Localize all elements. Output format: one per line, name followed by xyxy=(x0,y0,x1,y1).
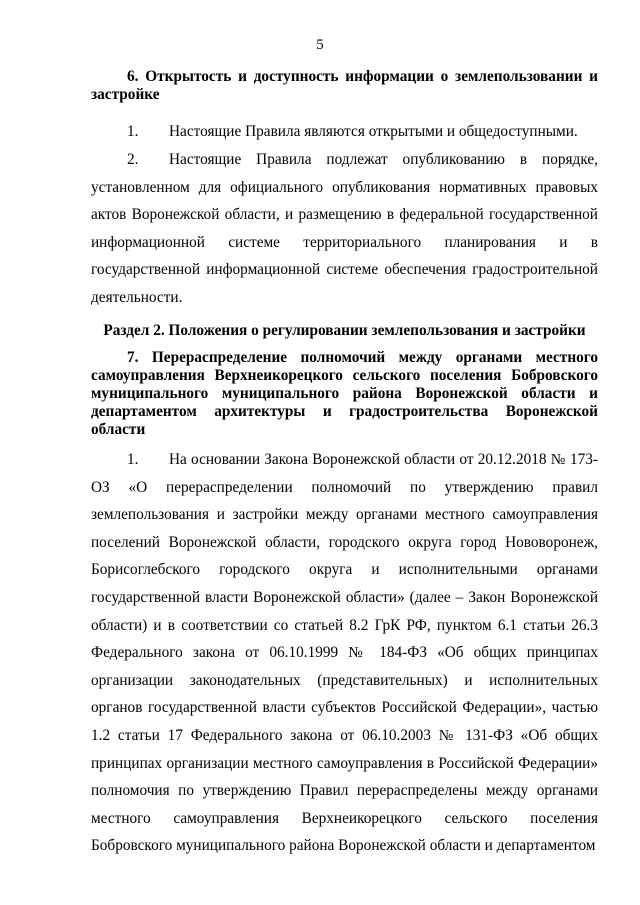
article-7-paragraph-1 xyxy=(91,446,598,860)
article-6-paragraph-2 xyxy=(91,146,598,312)
article-7-paragraph-1-text: На основании Закона Воронежской области от 20.12.2018 № 173-ОЗ «О перераспределении полномочий по утверждению правил землепользования и застройки между органами местного самоуправления поселений Воронежской области, городского округа город Нововоронеж, Борисоглебского городского округа и исполнительными органами государственной власти Воронежской области» (далее – Закон Воронежской области) и в соответствии со статьей 8.2 ГрК РФ, пунктом 6.1 статьи 26.3 Федерального закона от 06.10.1999 № 184-ФЗ «Об общих принципах организации законодательных (представительных) и исполнительных органов государственной власти субъектов Российской Федерации», частью 1.2 статьи 17 Федерального закона от 06.10.2003 № 131-ФЗ «Об общих принципах организации местного самоуправления в Российской Федерации» полномочия по утверждению Правил перераспределены между органами местного самоуправления Верхнеикорецкого сельского поселения Бобровского муниципального района Воронежской области и департаментом xyxy=(91,451,598,855)
article-6-paragraph-2-number: 2. xyxy=(127,151,139,168)
page-number: 5 xyxy=(316,37,324,53)
article-7-heading: 7. Перераспределение полномочий между органами местного самоуправления Верхнеикорецкого сельского поселения Бобровского муниципального муниципального района Воронежской области и департаментом архитектуры и градостроительства Воронежской области xyxy=(91,349,598,438)
article-6-heading: 6. Открытость и доступность информации о землепользовании и застройке xyxy=(91,68,598,103)
article-6-paragraph-1-text: Настоящие Правила являются открытыми и общедоступными. xyxy=(169,123,578,140)
section-2-title: Раздел 2. Положения о регулировании землепользования и застройки xyxy=(103,322,586,339)
article-7-paragraph-1-number: 1. xyxy=(127,451,139,468)
article-6-paragraph-1 xyxy=(91,118,598,146)
article-6-paragraph-2-text: Настоящие Правила подлежат опубликованию в порядке, установленном для официального опубликования нормативных правовых актов Воронежской области, и размещению в федеральной государственной информационной системе территориального планирования и в государственной информационной системе обеспечения градостроительной деятельности. xyxy=(91,151,598,306)
article-6-paragraph-1-number: 1. xyxy=(127,123,139,140)
